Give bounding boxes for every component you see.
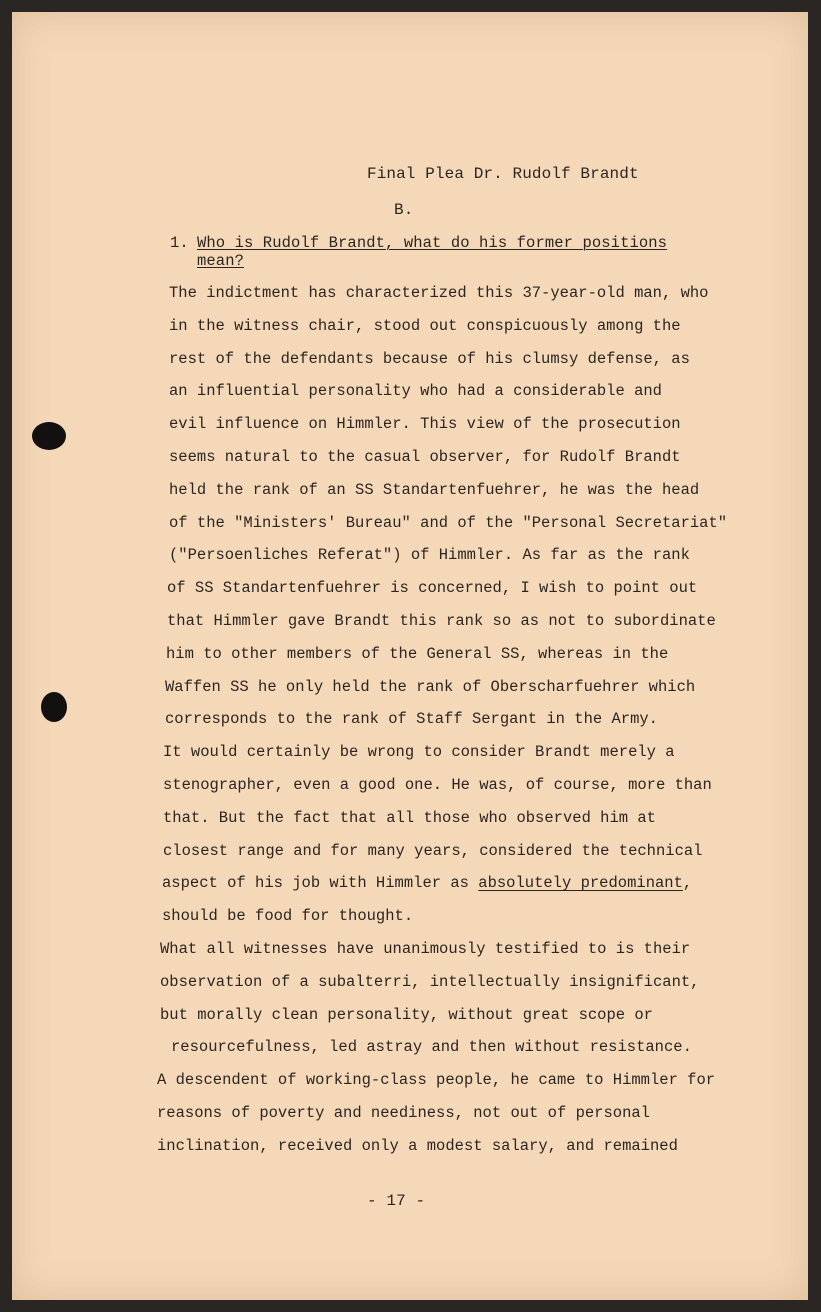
body-line-25: A descendent of working-class people, he came to Himmler for	[157, 1071, 716, 1090]
body-line-20: should be food for thought.	[162, 907, 414, 926]
question-line-1: Who is Rudolf Brandt, what do his former positions	[197, 234, 668, 252]
document-title: Final Plea Dr. Rudolf Brandt	[367, 165, 639, 183]
question-line-2: mean?	[197, 252, 245, 270]
page-number: - 17 -	[367, 1192, 426, 1210]
body-line-8: of the "Ministers' Bureau" and of the "Personal Secretariat"	[169, 513, 728, 532]
body-line-15: It would certainly be wrong to consider Brandt merely a	[163, 743, 675, 762]
body-line-18: closest range and for many years, considered the technical	[163, 841, 703, 860]
body-line-16: stenographer, even a good one. He was, of course, more than	[163, 775, 712, 794]
body-line-1: The indictment has characterized this 37-year-old man, who	[169, 284, 709, 302]
emphasis-underlined: absolutely predominant	[478, 874, 683, 893]
body-line-22: observation of a subalterri, intellectually insignificant,	[160, 972, 700, 991]
body-line-27: inclination, received only a modest salary, and remained	[157, 1136, 678, 1155]
body-text	[157, 284, 777, 1170]
body-line-6: seems natural to the casual observer, for Rudolf Brandt	[169, 447, 681, 466]
body-line-2: in the witness chair, stood out conspicuously among the	[169, 316, 681, 335]
punch-hole-bottom	[41, 692, 67, 722]
body-line-3: rest of the defendants because of his clumsy defense, as	[169, 349, 690, 368]
body-line-9: ("Persoenliches Referat") of Himmler. As far as the rank	[169, 546, 690, 565]
document-page	[12, 12, 808, 1300]
body-line-13: Waffen SS he only held the rank of Oberscharfuehrer which	[165, 677, 696, 696]
body-line-21: What all witnesses have unanimously testified to is their	[160, 939, 691, 958]
section-letter: B.	[394, 201, 414, 219]
emphasis-suffix: ,	[682, 874, 693, 893]
body-line-24: resourcefulness, led astray and then without resistance.	[171, 1038, 692, 1057]
body-line-11: that Himmler gave Brandt this rank so as not to subordinate	[167, 611, 716, 630]
body-line-17: that. But the fact that all those who observed him at	[163, 808, 656, 827]
question-number: 1.	[170, 234, 189, 252]
body-line-7: held the rank of an SS Standartenfuehrer, he was the head	[169, 480, 700, 499]
body-line-10: of SS Standartenfuehrer is concerned, I wish to point out	[167, 579, 698, 598]
body-line-19-text: aspect of his job with Himmler as	[162, 874, 479, 893]
body-line-14: corresponds to the rank of Staff Sergant in the Army.	[165, 710, 658, 729]
body-line-4: an influential personality who had a considerable and	[169, 382, 662, 401]
body-line-5: evil influence on Himmler. This view of the prosecution	[169, 415, 681, 434]
punch-hole-top	[32, 422, 66, 450]
body-line-12: him to other members of the General SS, whereas in the	[166, 644, 669, 663]
body-line-19	[157, 874, 777, 907]
body-line-26: reasons of poverty and neediness, not out of personal	[157, 1103, 650, 1122]
body-line-23: but morally clean personality, without great scope or	[160, 1005, 653, 1024]
question-heading	[197, 234, 717, 270]
